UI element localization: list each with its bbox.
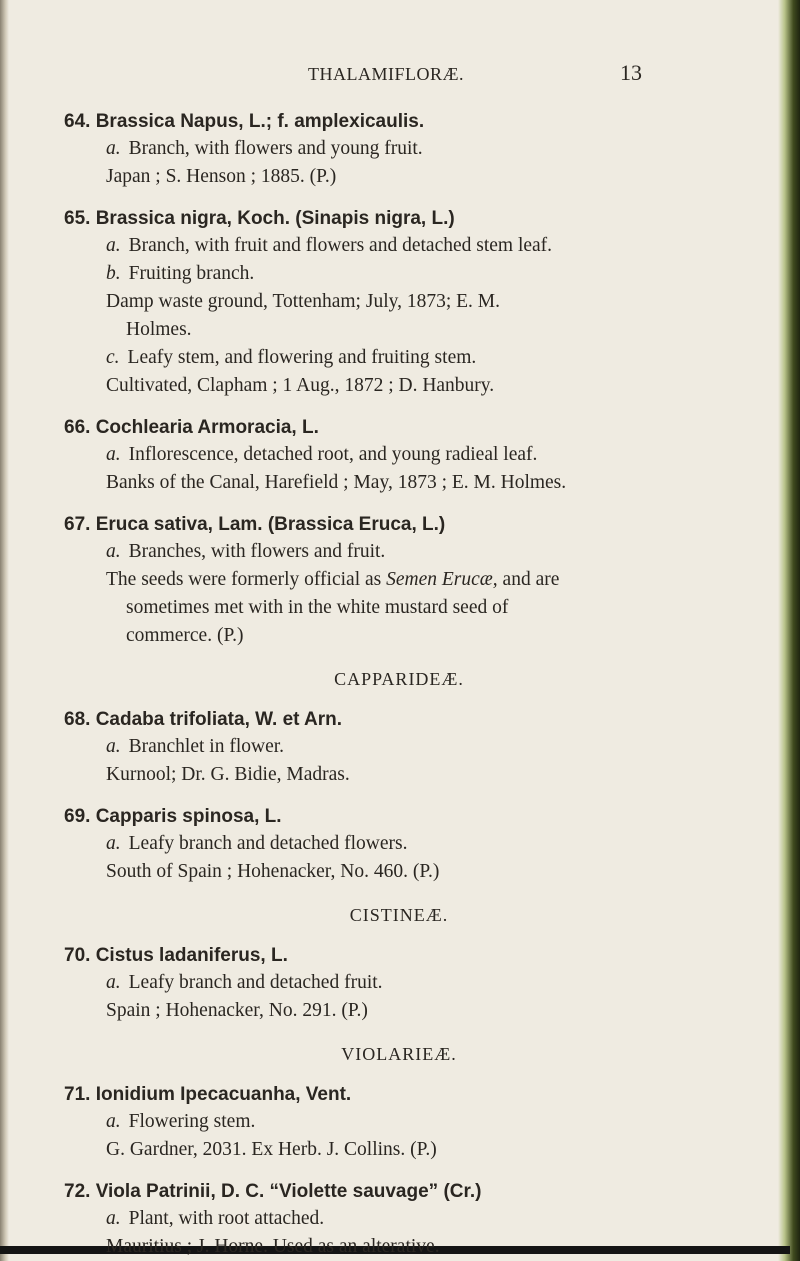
entry-65	[64, 205, 764, 400]
species-name: Cochlearia Armoracia, L.	[95, 417, 319, 438]
family-heading-capparideae: CAPPARIDEÆ.	[334, 669, 464, 689]
entry-70	[64, 942, 764, 1025]
entry-number: 69.	[64, 806, 91, 827]
item-letter: a.	[106, 444, 121, 465]
specimen-item	[106, 232, 764, 260]
page-right-edge-binding	[778, 0, 800, 1261]
page-left-edge-shadow	[0, 0, 9, 1261]
entry-heading	[64, 942, 764, 969]
entry-number: 66.	[64, 417, 91, 438]
locality-note: Banks of the Canal, Harefield ; May, 1873 ; E. M. Holmes.	[106, 472, 567, 493]
item-text: Leafy stem, and flowering and fruiting stem.	[127, 347, 477, 368]
entry-number: 68.	[64, 709, 91, 730]
locality-note: Damp waste ground, Tottenham; July, 1873; E. M.	[106, 291, 501, 312]
entry-heading	[64, 414, 764, 441]
locality-note: Mauritius ; J. Horne. Used as an alterative.	[106, 1236, 440, 1257]
specimen-item	[106, 733, 764, 761]
locality-note: Kurnool; Dr. G. Bidie, Madras.	[106, 764, 350, 785]
item-text: Inflorescence, detached root, and young radieal leaf.	[128, 444, 538, 465]
entry-heading	[64, 108, 764, 135]
specimen-item	[106, 135, 764, 163]
species-name: Cistus ladaniferus, L.	[95, 945, 288, 966]
species-name: Capparis spinosa, L.	[95, 806, 282, 827]
locality-note: South of Spain ; Hohenacker, No. 460. (P.)	[106, 861, 440, 882]
specimen-item	[106, 344, 764, 372]
item-text: Leafy branch and detached flowers.	[128, 833, 408, 854]
entry-number: 72.	[64, 1181, 91, 1202]
entry-66	[64, 414, 764, 497]
entry-number: 71.	[64, 1084, 91, 1105]
locality-note: Spain ; Hohenacker, No. 291. (P.)	[106, 1000, 368, 1021]
page-body	[64, 60, 764, 1261]
species-name: Brassica nigra, Koch. (Sinapis nigra, L.)	[95, 208, 455, 229]
item-letter: a.	[106, 972, 121, 993]
item-letter: a.	[106, 541, 121, 562]
entry-67	[64, 511, 764, 650]
entry-heading	[64, 205, 764, 232]
item-text: Flowering stem.	[128, 1111, 256, 1132]
entry-number: 65.	[64, 208, 91, 229]
specimen-item	[106, 441, 764, 469]
entry-69	[64, 803, 764, 886]
locality-note: Cultivated, Clapham ; 1 Aug., 1872 ; D. Hanbury.	[106, 375, 495, 396]
item-text: Fruiting branch.	[128, 263, 255, 284]
usage-note	[106, 566, 764, 594]
item-letter: a.	[106, 1111, 121, 1132]
item-letter: a.	[106, 235, 121, 256]
page-number: 13	[620, 60, 642, 85]
item-text: Branchlet in flower.	[128, 736, 285, 757]
running-header	[64, 60, 764, 94]
specimen-item	[106, 969, 764, 997]
entry-heading	[64, 706, 764, 733]
species-name: Viola Patrinii, D. C. “Violette sauvage” (Cr.)	[95, 1181, 482, 1202]
specimen-item	[106, 1108, 764, 1136]
locality-note: G. Gardner, 2031. Ex Herb. J. Collins. (P.)	[106, 1139, 437, 1160]
specimen-item	[106, 260, 764, 288]
species-name: Cadaba trifoliata, W. et Arn.	[95, 709, 343, 730]
item-text: Branch, with fruit and flowers and detached stem leaf.	[128, 235, 553, 256]
entry-number: 70.	[64, 945, 91, 966]
item-letter: a.	[106, 736, 121, 757]
entry-64	[64, 108, 764, 191]
usage-note-continued: commerce. (P.)	[126, 625, 244, 646]
entry-number: 67.	[64, 514, 91, 535]
entry-71	[64, 1081, 764, 1164]
usage-note-rest: and are	[497, 569, 560, 590]
usage-note-continued: sometimes met with in the white mustard seed of	[126, 597, 509, 618]
family-heading-violarieae: VIOLARIEÆ.	[341, 1044, 457, 1064]
usage-note-italic: Semen Erucæ,	[386, 569, 498, 590]
entry-68	[64, 706, 764, 789]
entry-heading	[64, 1081, 764, 1108]
running-title: THALAMIFLORÆ.	[308, 64, 465, 84]
entry-heading	[64, 1178, 764, 1205]
species-name: Brassica Napus, L.; f. amplexicaulis.	[95, 111, 425, 132]
item-text: Plant, with root attached.	[128, 1208, 325, 1229]
species-name: Eruca sativa, Lam. (Brassica Eruca, L.)	[95, 514, 446, 535]
entry-number: 64.	[64, 111, 91, 132]
item-text: Branches, with flowers and fruit.	[128, 541, 386, 562]
specimen-item	[106, 538, 764, 566]
item-letter: a.	[106, 833, 121, 854]
locality-note-continued: Holmes.	[126, 319, 192, 340]
item-text: Branch, with flowers and young fruit.	[128, 138, 423, 159]
item-letter: b.	[106, 263, 121, 284]
specimen-item	[106, 1205, 764, 1233]
item-letter: c.	[106, 347, 120, 368]
entry-72	[64, 1178, 764, 1261]
specimen-item	[106, 830, 764, 858]
item-letter: a.	[106, 138, 121, 159]
entry-heading	[64, 803, 764, 830]
species-name: Ionidium Ipecacuanha, Vent.	[95, 1084, 352, 1105]
item-letter: a.	[106, 1208, 121, 1229]
usage-note-intro: The seeds were formerly official as	[106, 569, 387, 590]
locality-note: Japan ; S. Henson ; 1885. (P.)	[106, 166, 337, 187]
item-text: Leafy branch and detached fruit.	[128, 972, 383, 993]
family-heading-cistineae: CISTINEÆ.	[349, 905, 449, 925]
entry-heading	[64, 511, 764, 538]
